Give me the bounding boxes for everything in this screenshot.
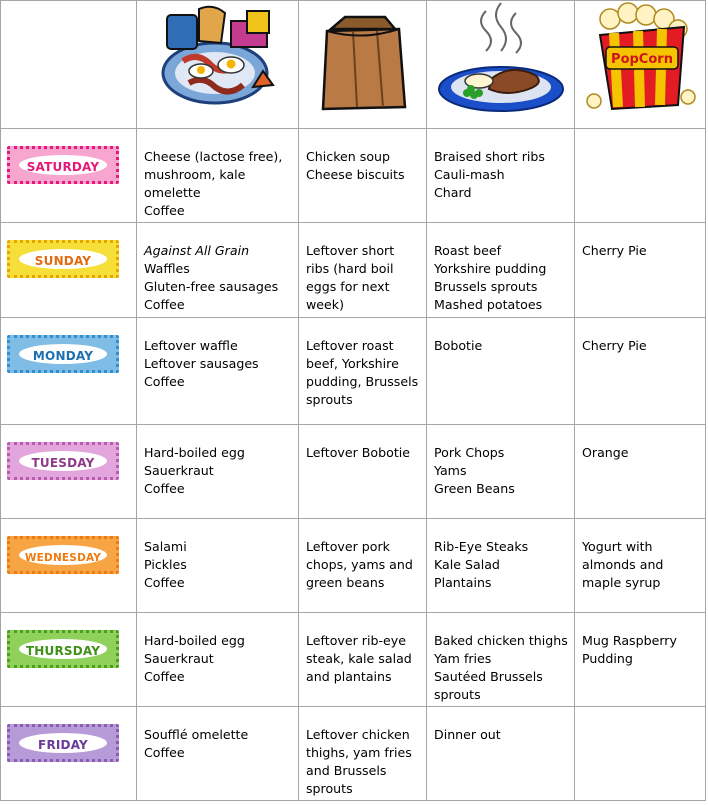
dinner-cell xyxy=(427,613,575,707)
menu-item: Coffee xyxy=(144,374,185,389)
header-blank-cell xyxy=(1,1,137,129)
menu-item: Roast beef xyxy=(434,243,502,258)
day-label: SUNDAY xyxy=(34,254,92,268)
dinner-cell xyxy=(427,223,575,318)
header-lunch-cell xyxy=(299,1,427,129)
menu-item: Leftover short ribs (hard boil eggs for next week) xyxy=(306,243,395,312)
lunch-cell xyxy=(299,707,427,801)
menu-item: Brussels sprouts xyxy=(434,279,538,294)
menu-item: Hard-boiled egg xyxy=(144,633,245,648)
svg-text:PopCorn: PopCorn xyxy=(611,52,673,67)
menu-item: Coffee xyxy=(144,481,185,496)
lunch-bag-icon xyxy=(313,1,413,116)
menu-item: Leftover chicken thighs, yam fries and Brussels sprouts xyxy=(306,727,412,796)
menu-item: Cherry Pie xyxy=(582,243,647,258)
menu-item: Cauli-mash xyxy=(434,167,505,182)
menu-item: Coffee xyxy=(144,669,185,684)
day-badge-sunday xyxy=(7,240,119,278)
menu-item: Dinner out xyxy=(434,727,501,742)
menu-item: Hard-boiled egg xyxy=(144,445,245,460)
day-label-cell xyxy=(1,707,137,801)
day-label-cell xyxy=(1,129,137,223)
menu-item: Mashed potatoes xyxy=(434,297,543,312)
breakfast-cell xyxy=(137,613,299,707)
day-badge-friday xyxy=(7,724,119,762)
breakfast-cell xyxy=(137,318,299,425)
menu-item: Leftover Bobotie xyxy=(306,445,411,460)
menu-item: Gluten-free sausages xyxy=(144,279,279,294)
menu-item: Braised short ribs xyxy=(434,149,545,164)
dinner-cell xyxy=(427,129,575,223)
menu-item: Pork Chops xyxy=(434,445,505,460)
menu-item: Cheese biscuits xyxy=(306,167,405,182)
snack-cell xyxy=(575,425,706,519)
menu-item: Leftover pork chops, yams and green beans xyxy=(306,539,413,590)
day-badge-tuesday xyxy=(7,442,119,480)
breakfast-cell xyxy=(137,425,299,519)
menu-item: Sautéed Brussels sprouts xyxy=(434,669,543,702)
breakfast-cell xyxy=(137,223,299,318)
menu-item: Baked chicken thighs xyxy=(434,633,568,648)
breakfast-clipart-icon xyxy=(153,1,283,111)
breakfast-cell xyxy=(137,519,299,613)
snack-cell xyxy=(575,613,706,707)
menu-item: Soufflé omelette xyxy=(144,727,249,742)
snack-cell xyxy=(575,129,706,223)
day-label-cell xyxy=(1,223,137,318)
recipe-source: Against All Grain xyxy=(144,243,250,258)
dinner-cell xyxy=(427,519,575,613)
menu-item: Cherry Pie xyxy=(582,338,647,353)
menu-item: Yams xyxy=(434,463,467,478)
menu-item: Yorkshire pudding xyxy=(434,261,547,276)
day-label-cell xyxy=(1,613,137,707)
day-row-tuesday xyxy=(1,425,706,519)
day-badge-monday xyxy=(7,335,119,373)
menu-item: Chard xyxy=(434,185,472,200)
snack-cell xyxy=(575,223,706,318)
breakfast-cell xyxy=(137,129,299,223)
day-label: THURSDAY xyxy=(25,644,101,658)
snack-cell xyxy=(575,519,706,613)
day-row-wednesday xyxy=(1,519,706,613)
dinner-cell xyxy=(427,318,575,425)
menu-item: Sauerkraut xyxy=(144,463,214,478)
day-label-cell xyxy=(1,425,137,519)
day-badge-saturday xyxy=(7,146,119,184)
lunch-cell xyxy=(299,613,427,707)
day-row-thursday xyxy=(1,613,706,707)
day-label: TUESDAY xyxy=(31,456,95,470)
menu-item: Chicken soup xyxy=(306,149,391,164)
menu-item: Leftover waffle xyxy=(144,338,238,353)
menu-item: Yogurt with almonds and maple syrup xyxy=(582,539,664,590)
day-row-monday xyxy=(1,318,706,425)
menu-item: Leftover sausages xyxy=(144,356,259,371)
menu-item: Coffee xyxy=(144,745,185,760)
day-label: WEDNESDAY xyxy=(24,552,102,564)
menu-item: Cheese (lactose free), mushroom, kale omelette xyxy=(144,149,283,200)
menu-item: Coffee xyxy=(144,297,185,312)
menu-item: Bobotie xyxy=(434,338,483,353)
menu-item: Salami xyxy=(144,539,187,554)
menu-item: Pickles xyxy=(144,557,187,572)
menu-item: Orange xyxy=(582,445,629,460)
day-row-sunday xyxy=(1,223,706,318)
day-label: MONDAY xyxy=(32,349,94,363)
menu-item: Leftover roast beef, Yorkshire pudding, Brussels sprouts xyxy=(306,338,419,407)
day-label-cell xyxy=(1,519,137,613)
header-breakfast-cell xyxy=(137,1,299,129)
menu-item: Coffee xyxy=(144,203,185,218)
dinner-cell xyxy=(427,707,575,801)
header-snack-cell xyxy=(575,1,706,129)
menu-item: Sauerkraut xyxy=(144,651,214,666)
lunch-cell xyxy=(299,223,427,318)
day-row-friday xyxy=(1,707,706,801)
menu-item: Waffles xyxy=(144,261,190,276)
popcorn-icon xyxy=(580,1,700,116)
day-label: FRIDAY xyxy=(38,738,88,752)
menu-item: Rib-Eye Steaks xyxy=(434,539,529,554)
breakfast-cell xyxy=(137,707,299,801)
lunch-cell xyxy=(299,519,427,613)
menu-item: Kale Salad xyxy=(434,557,500,572)
day-label-cell xyxy=(1,318,137,425)
snack-cell xyxy=(575,707,706,801)
header-row xyxy=(1,1,706,129)
lunch-cell xyxy=(299,425,427,519)
menu-item: Green Beans xyxy=(434,481,515,496)
day-row-saturday xyxy=(1,129,706,223)
day-badge-thursday xyxy=(7,630,119,668)
dinner-plate-icon xyxy=(431,1,571,116)
day-label: SATURDAY xyxy=(26,160,100,174)
menu-item: Plantains xyxy=(434,575,492,590)
header-dinner-cell xyxy=(427,1,575,129)
snack-cell xyxy=(575,318,706,425)
menu-item: Coffee xyxy=(144,575,185,590)
lunch-cell xyxy=(299,318,427,425)
menu-item: Mug Raspberry Pudding xyxy=(582,633,677,666)
lunch-cell xyxy=(299,129,427,223)
dinner-cell xyxy=(427,425,575,519)
menu-item: Leftover rib-eye steak, kale salad and plantains xyxy=(306,633,412,684)
day-badge-wednesday xyxy=(7,536,119,574)
menu-item: Yam fries xyxy=(434,651,492,666)
